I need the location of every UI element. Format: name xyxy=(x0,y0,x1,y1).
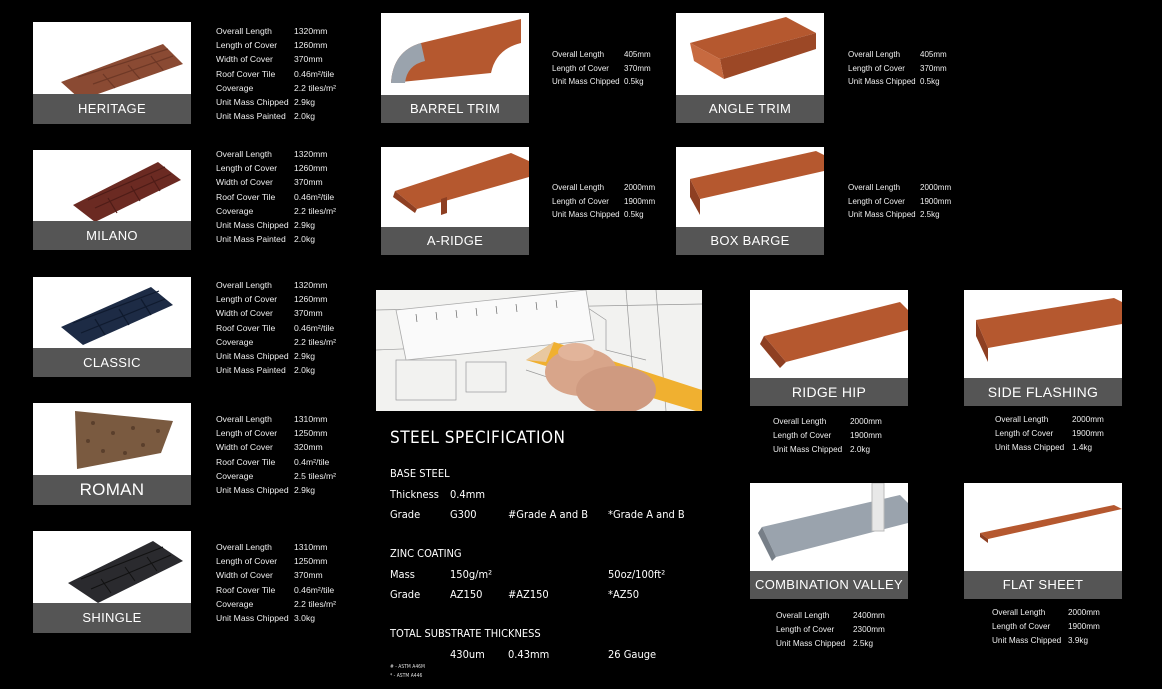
tile-label: ROMAN xyxy=(33,475,191,505)
trim-card-combination-valley[interactable] xyxy=(750,483,908,599)
angle-trim-image xyxy=(676,13,824,95)
grade-note-hash: #Grade A and B xyxy=(508,508,589,521)
box-barge-image xyxy=(676,147,824,227)
tile-card-milano[interactable] xyxy=(33,150,191,250)
tile-label: CLASSIC xyxy=(33,348,191,377)
roman-tile-image xyxy=(33,403,191,475)
thickness-label: Thickness xyxy=(390,488,439,501)
trim-card-side-flashing[interactable] xyxy=(964,290,1122,406)
grade-label: Grade xyxy=(390,508,421,521)
trim-label: COMBINATION VALLEY xyxy=(750,571,908,599)
footnote-astm-a446: * - ASTM A446 xyxy=(390,673,423,679)
substrate-gauge: 26 Gauge xyxy=(608,648,657,661)
trim-label: A-RIDGE xyxy=(381,227,529,255)
tile-label: SHINGLE xyxy=(33,603,191,633)
tile-label: HERITAGE xyxy=(33,94,191,124)
grade-value: G300 xyxy=(450,508,477,521)
footnote-astm-a46m: # - ASTM A46M xyxy=(390,664,425,670)
trim-card-box-barge[interactable] xyxy=(676,147,824,255)
zinc-grade-note-star: *AZ50 xyxy=(608,588,640,601)
blueprint-drawing-image xyxy=(376,290,702,411)
trim-card-flat-sheet[interactable] xyxy=(964,483,1122,599)
a-ridge-image xyxy=(381,147,529,227)
combination-valley-image xyxy=(750,483,908,571)
shingle-tile-image xyxy=(33,531,191,603)
substrate-heading: TOTAL SUBSTRATE THICKNESS xyxy=(390,627,541,640)
angle-trim-specs: Overall Length 405mm Length of Cover 370mm Unit Mass Chipped 0.5kg xyxy=(848,50,947,86)
mass-label: Mass xyxy=(390,568,415,581)
barrel-trim-image xyxy=(381,13,529,95)
zinc-grade-value: AZ150 xyxy=(450,588,483,601)
trim-label: ANGLE TRIM xyxy=(676,95,824,123)
combination-valley-specs: Overall Length 2400mm Length of Cover 2300mm Unit Mass Chipped 2.5kg xyxy=(776,611,885,648)
mass-value: 150g/m² xyxy=(450,568,493,581)
base-steel-heading: BASE STEEL xyxy=(390,467,450,480)
zinc-coating-heading: ZINC COATING xyxy=(390,547,462,560)
classic-tile-image xyxy=(33,277,191,349)
side-flashing-image xyxy=(964,290,1122,378)
trim-label: SIDE FLASHING xyxy=(964,378,1122,406)
side-flashing-specs: Overall Length 2000mm Length of Cover 1900mm Unit Mass Chipped 1.4kg xyxy=(995,415,1104,452)
ridge-hip-image xyxy=(750,290,908,378)
flat-sheet-image xyxy=(964,483,1122,571)
trim-label: BARREL TRIM xyxy=(381,95,529,123)
box-barge-specs: Overall Length 2000mm Length of Cover 1900mm Unit Mass Chipped 2.5kg xyxy=(848,183,952,219)
substrate-um: 430um xyxy=(450,648,485,661)
steel-spec-title: STEEL SPECIFICATION xyxy=(390,428,566,448)
trim-card-a-ridge[interactable] xyxy=(381,147,529,255)
zinc-grade-note-hash: #AZ150 xyxy=(508,588,549,601)
tile-card-heritage[interactable] xyxy=(33,22,191,124)
trim-card-angle-trim[interactable] xyxy=(676,13,824,123)
trim-label: BOX BARGE xyxy=(676,227,824,255)
ridge-hip-specs: Overall Length 2000mm Length of Cover 1900mm Unit Mass Chipped 2.0kg xyxy=(773,417,882,454)
grade-note-star: *Grade A and B xyxy=(608,508,685,521)
milano-tile-image xyxy=(33,150,191,222)
classic-specs: Overall Length 1320mm Length of Cover 1260mm Width of Cover 370mm Roof Cover Tile 0.46m²/tile Coverage 2.2 tiles/m² Unit Mass Chipped 2.9kg Unit Mass Painted 2.0kg xyxy=(216,280,337,376)
roman-specs: Overall Length 1310mm Length of Cover 1250mm Width of Cover 320mm Roof Cover Tile 0.4m²/tile Coverage 2.5 tiles/m² Unit Mass Chipped 2.9kg xyxy=(216,414,337,496)
substrate-mm: 0.43mm xyxy=(508,648,550,661)
a-ridge-specs: Overall Length 2000mm Length of Cover 1900mm Unit Mass Chipped 0.5kg xyxy=(552,183,656,219)
trim-label: RIDGE HIP xyxy=(750,378,908,406)
flat-sheet-specs: Overall Length 2000mm Length of Cover 1900mm Unit Mass Chipped 3.9kg xyxy=(992,608,1100,645)
tile-label: MILANO xyxy=(33,221,191,250)
mass-imperial: 50oz/100ft² xyxy=(608,568,666,581)
zinc-grade-label: Grade xyxy=(390,588,421,601)
tile-card-classic[interactable] xyxy=(33,277,191,377)
shingle-specs: Overall Length 1310mm Length of Cover 1250mm Width of Cover 370mm Roof Cover Tile 0.46m²/tile Coverage 2.2 tiles/m² Unit Mass Chipped 3.0kg xyxy=(216,542,337,624)
heritage-tile-image xyxy=(33,22,191,94)
heritage-specs: Overall Length 1320mm Length of Cover 1260mm Width of Cover 370mm Roof Cover Tile 0.46m²/tile Coverage 2.2 tiles/m² Unit Mass Chipped 2.9kg Unit Mass Painted 2.0kg xyxy=(216,26,337,122)
trim-card-ridge-hip[interactable] xyxy=(750,290,908,406)
barrel-trim-specs: Overall Length 405mm Length of Cover 370mm Unit Mass Chipped 0.5kg xyxy=(552,50,651,86)
thickness-value: 0.4mm xyxy=(450,488,486,501)
milano-specs: Overall Length 1320mm Length of Cover 1260mm Width of Cover 370mm Roof Cover Tile 0.46m²/tile Coverage 2.2 tiles/m² Unit Mass Chipped 2.9kg Unit Mass Painted 2.0kg xyxy=(216,149,337,245)
trim-label: FLAT SHEET xyxy=(964,571,1122,599)
tile-card-shingle[interactable] xyxy=(33,531,191,633)
tile-card-roman[interactable] xyxy=(33,403,191,505)
trim-card-barrel-trim[interactable] xyxy=(381,13,529,123)
